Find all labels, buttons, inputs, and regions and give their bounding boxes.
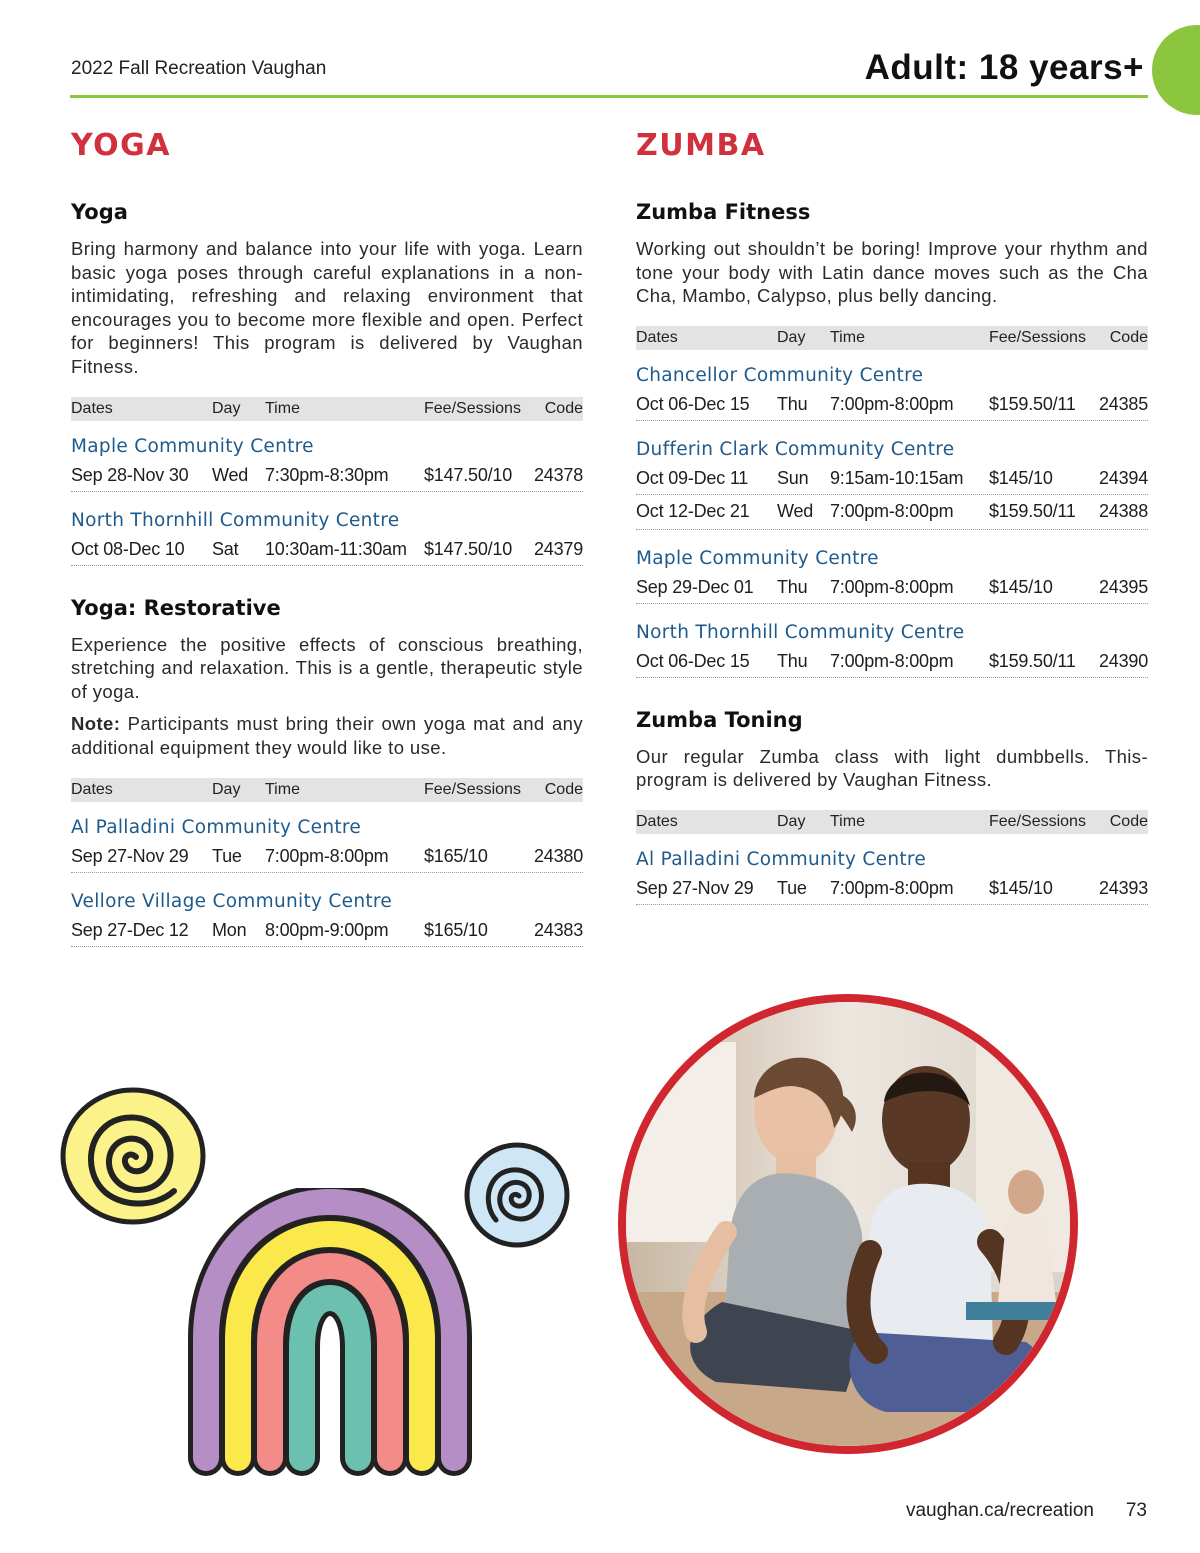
col-code-header: Code	[544, 780, 583, 798]
row-code: 24380	[533, 845, 584, 866]
row-code: 24388	[1098, 501, 1149, 522]
venue-name: North Thornhill Community Centre	[71, 509, 400, 531]
col-time-header: Time	[830, 328, 865, 346]
row-day: Sun	[776, 467, 809, 488]
page-number: 73	[1125, 1500, 1147, 1521]
row-code: 24393	[1098, 877, 1149, 898]
yoga-column	[71, 128, 583, 947]
venue-name: Dufferin Clark Community Centre	[636, 438, 955, 460]
row-time: 9:15am-10:15am	[829, 467, 964, 488]
row-dates: Sep 27-Dec 12	[71, 919, 189, 940]
row-fee: $159.50/11	[988, 393, 1076, 414]
col-day-header: Day	[212, 780, 241, 798]
schedule-table	[636, 810, 1148, 905]
row-day: Thu	[776, 650, 808, 671]
col-day-header: Day	[777, 328, 806, 346]
col-time-header: Time	[830, 812, 865, 830]
col-fee-header: Fee/Sessions	[989, 812, 1086, 830]
row-fee: $147.50/10	[423, 464, 513, 485]
program-description: Bring harmony and balance into your life with yoga. Learn basic yoga poses through careful explanations in a non-intimidating, refreshing and relaxing environment that encourages you to become more flexible and open. Perfect for beginners! This program is delivered by Vaughan Fitness.	[71, 238, 583, 377]
note-text: Participants must bring their own yoga mat and any additional equipment they would like to use.	[71, 713, 583, 758]
blue-spiral-icon	[462, 1140, 572, 1250]
row-day: Thu	[776, 393, 808, 414]
row-day: Wed	[776, 501, 814, 522]
row-dates: Sep 27-Nov 29	[71, 845, 189, 866]
col-time-header: Time	[265, 399, 300, 417]
row-dates: Oct 06-Dec 15	[636, 650, 750, 671]
row-dates: Oct 08-Dec 10	[71, 538, 185, 559]
table-row	[636, 495, 1148, 530]
row-code: 24390	[1098, 650, 1149, 671]
col-code-header: Code	[544, 399, 583, 417]
venue-name: Al Palladini Community Centre	[636, 848, 927, 870]
program-yoga-restorative	[71, 596, 583, 947]
col-code-header: Code	[1109, 328, 1148, 346]
header-divider	[70, 95, 1148, 98]
zumba-section-title: ZUMBA	[636, 128, 766, 163]
rainbow-icon	[186, 1188, 474, 1478]
row-fee: $145/10	[988, 877, 1053, 898]
program-description: Our regular Zumba class with light dumbbells. This-program is delivered by Vaughan Fitness.	[636, 745, 1148, 791]
table-row	[636, 873, 1148, 905]
row-time: 7:00pm-8:00pm	[264, 845, 389, 866]
zumba-column	[636, 128, 1148, 905]
table-row	[71, 841, 583, 873]
row-time: 7:00pm-8:00pm	[829, 650, 954, 671]
row-day: Tue	[211, 845, 242, 866]
table-row	[71, 534, 583, 566]
col-day-header: Day	[777, 812, 806, 830]
schedule-table	[71, 397, 583, 566]
table-row	[71, 915, 583, 947]
col-code-header: Code	[1109, 812, 1148, 830]
col-fee-header: Fee/Sessions	[424, 780, 521, 798]
row-time: 7:00pm-8:00pm	[829, 877, 954, 898]
table-row	[636, 389, 1148, 421]
row-time: 7:00pm-8:00pm	[829, 576, 954, 597]
venue-name: Chancellor Community Centre	[636, 364, 924, 386]
program-description: Experience the positive effects of conscious breathing, stretching and relaxation. This is a gentle, therapeutic style of yoga.	[71, 633, 583, 702]
col-day-header: Day	[212, 399, 241, 417]
note-label: Note:	[71, 713, 121, 735]
program-title: Yoga: Restorative	[71, 595, 281, 620]
col-dates-header: Dates	[636, 328, 678, 346]
row-dates: Oct 12-Dec 21	[636, 501, 750, 522]
venue-name: Al Palladini Community Centre	[71, 816, 362, 838]
guide-title: 2022 Fall Recreation Vaughan	[71, 58, 327, 79]
venue-name: Vellore Village Community Centre	[71, 890, 393, 912]
program-title: Yoga	[71, 200, 128, 224]
venue-name: North Thornhill Community Centre	[636, 621, 965, 643]
program-note	[71, 712, 583, 759]
row-code: 24385	[1098, 393, 1149, 414]
section-tab-marker	[1152, 25, 1200, 115]
table-header	[71, 397, 583, 421]
program-zumba-toning	[636, 708, 1148, 905]
table-header	[636, 810, 1148, 834]
row-dates: Sep 29-Dec 01	[636, 576, 754, 597]
row-fee: $165/10	[423, 919, 488, 940]
venue-name: Maple Community Centre	[71, 435, 314, 457]
row-code: 24395	[1098, 576, 1149, 597]
row-dates: Sep 27-Nov 29	[636, 877, 754, 898]
row-fee: $145/10	[988, 467, 1053, 488]
program-description: Working out shouldn’t be boring! Improve your rhythm and tone your body with Latin dance moves such as the Cha Cha, Mambo, Calypso, plus belly dancing.	[636, 238, 1148, 307]
row-time: 8:00pm-9:00pm	[264, 919, 389, 940]
row-day: Tue	[776, 877, 807, 898]
row-fee: $165/10	[423, 845, 488, 866]
schedule-table	[71, 778, 583, 947]
table-header	[71, 778, 583, 802]
row-fee: $147.50/10	[423, 538, 513, 559]
row-fee: $159.50/11	[988, 501, 1076, 522]
row-dates: Oct 09-Dec 11	[636, 467, 749, 488]
table-row	[636, 463, 1148, 495]
col-dates-header: Dates	[636, 812, 678, 830]
program-title: Zumba Toning	[636, 707, 803, 732]
row-time: 7:30pm-8:30pm	[264, 464, 389, 485]
row-dates: Oct 06-Dec 15	[636, 393, 750, 414]
row-day: Mon	[211, 919, 247, 940]
row-time: 10:30am-11:30am	[264, 538, 407, 559]
program-zumba-fitness	[636, 200, 1148, 678]
col-fee-header: Fee/Sessions	[989, 328, 1086, 346]
col-dates-header: Dates	[71, 399, 113, 417]
row-code: 24383	[533, 919, 584, 940]
table-header	[636, 326, 1148, 350]
table-row	[71, 460, 583, 492]
yoga-section-title: YOGA	[71, 128, 171, 163]
row-dates: Sep 28-Nov 30	[71, 464, 189, 485]
age-group-heading: Adult: 18 years+	[864, 48, 1144, 87]
table-row	[636, 646, 1148, 678]
row-day: Wed	[211, 464, 249, 485]
program-yoga	[71, 200, 583, 566]
row-fee: $145/10	[988, 576, 1053, 597]
row-day: Sat	[211, 538, 239, 559]
table-row	[636, 572, 1148, 604]
col-fee-header: Fee/Sessions	[424, 399, 521, 417]
meditation-photo	[618, 994, 1078, 1454]
row-code: 24379	[533, 538, 584, 559]
row-day: Thu	[776, 576, 808, 597]
footer-url[interactable]: vaughan.ca/recreation	[905, 1500, 1094, 1521]
row-time: 7:00pm-8:00pm	[829, 393, 954, 414]
program-title: Zumba Fitness	[636, 200, 811, 224]
row-code: 24378	[533, 464, 584, 485]
schedule-table	[636, 326, 1148, 678]
col-time-header: Time	[265, 780, 300, 798]
venue-name: Maple Community Centre	[636, 547, 879, 569]
row-fee: $159.50/11	[988, 650, 1076, 671]
col-dates-header: Dates	[71, 780, 113, 798]
row-code: 24394	[1098, 467, 1149, 488]
row-time: 7:00pm-8:00pm	[829, 501, 954, 522]
